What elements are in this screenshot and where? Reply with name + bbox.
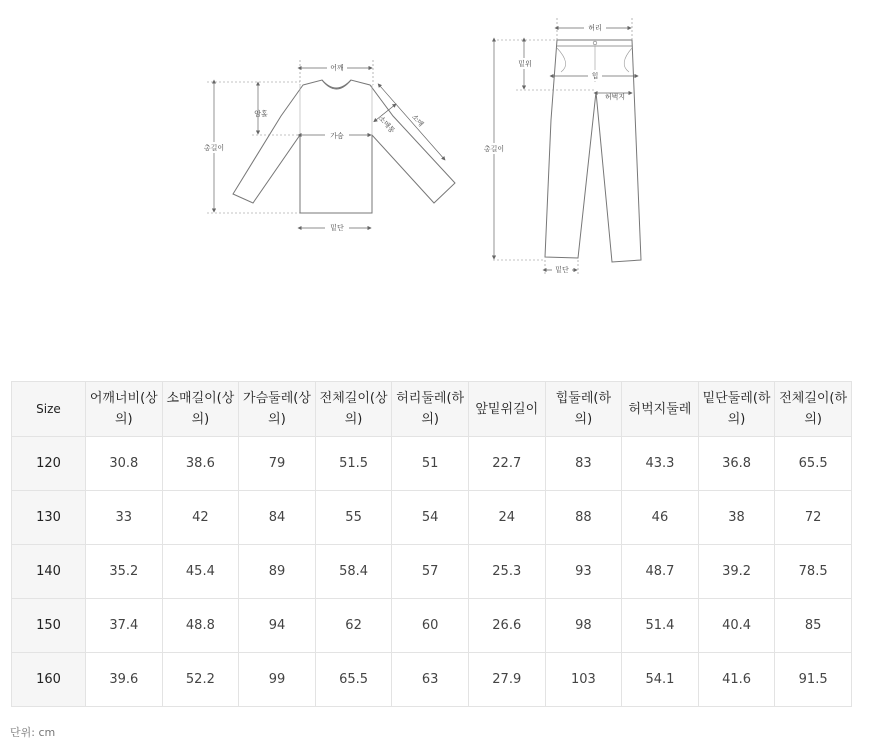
table-cell: 72 — [775, 491, 852, 545]
header-hip: 힙둘레(하의) — [545, 382, 622, 437]
table-row — [12, 491, 852, 545]
header-hem: 밑단둘레(하의) — [698, 382, 775, 437]
top-garment-drawing — [233, 80, 455, 213]
row-size: 120 — [12, 437, 86, 491]
table-cell: 93 — [545, 545, 622, 599]
top-length-label: 총길이 — [203, 144, 225, 152]
table-cell: 63 — [392, 653, 469, 707]
row-size: 130 — [12, 491, 86, 545]
table-cell: 39.2 — [698, 545, 775, 599]
table-cell: 24 — [468, 491, 545, 545]
table-cell: 48.8 — [162, 599, 239, 653]
header-chest: 가슴둘레(상의) — [239, 382, 316, 437]
table-cell: 36.8 — [698, 437, 775, 491]
table-cell: 37.4 — [86, 599, 163, 653]
header-size: Size — [12, 382, 86, 437]
table-cell: 57 — [392, 545, 469, 599]
table-cell: 103 — [545, 653, 622, 707]
table-cell: 33 — [86, 491, 163, 545]
table-cell: 58.4 — [315, 545, 392, 599]
table-row — [12, 437, 852, 491]
table-cell: 65.5 — [315, 653, 392, 707]
table-cell: 60 — [392, 599, 469, 653]
table-cell: 83 — [545, 437, 622, 491]
table-cell: 55 — [315, 491, 392, 545]
table-header-row — [12, 382, 852, 437]
table-cell: 54 — [392, 491, 469, 545]
header-top-length: 전체길이(상의) — [315, 382, 392, 437]
rise-label: 밑위 — [518, 60, 532, 68]
table-cell: 99 — [239, 653, 316, 707]
top-hem-label: 밑단 — [330, 224, 344, 232]
thigh-label: 허벅지 — [604, 93, 626, 101]
table-cell: 85 — [775, 599, 852, 653]
sleeve-opening-label: 소매통 — [376, 114, 397, 135]
header-bottom-length: 전체길이(하의) — [775, 382, 852, 437]
row-size: 150 — [12, 599, 86, 653]
table-cell: 51.5 — [315, 437, 392, 491]
size-chart-table — [11, 381, 852, 707]
size-diagrams — [0, 0, 872, 290]
table-row — [12, 599, 852, 653]
table-cell: 65.5 — [775, 437, 852, 491]
bottom-length-label: 총길이 — [483, 145, 505, 153]
table-cell: 25.3 — [468, 545, 545, 599]
table-cell: 88 — [545, 491, 622, 545]
table-cell: 98 — [545, 599, 622, 653]
shoulder-label: 어깨 — [330, 64, 344, 72]
table-cell: 22.7 — [468, 437, 545, 491]
bottom-hem-label: 밑단 — [555, 266, 569, 274]
table-cell: 39.6 — [86, 653, 163, 707]
table-cell: 84 — [239, 491, 316, 545]
table-cell: 35.2 — [86, 545, 163, 599]
table-cell: 41.6 — [698, 653, 775, 707]
sleeve-label: 소매 — [409, 112, 425, 129]
armhole-label: 암홀 — [254, 110, 268, 118]
table-cell: 46 — [622, 491, 699, 545]
table-cell: 38.6 — [162, 437, 239, 491]
table-cell: 48.7 — [622, 545, 699, 599]
table-row — [12, 545, 852, 599]
shirt-outline — [233, 80, 455, 213]
table-cell: 27.9 — [468, 653, 545, 707]
header-thigh: 허벅지둘레 — [622, 382, 699, 437]
row-size: 160 — [12, 653, 86, 707]
table-cell: 30.8 — [86, 437, 163, 491]
unit-note: 단위: cm — [10, 726, 56, 739]
header-front-rise: 앞밑위길이 — [468, 382, 545, 437]
table-row — [12, 653, 852, 707]
header-shoulder-width: 어깨너비(상의) — [86, 382, 163, 437]
header-sleeve-length: 소매길이(상의) — [162, 382, 239, 437]
chest-label: 가슴 — [330, 132, 344, 140]
row-size: 140 — [12, 545, 86, 599]
waist-label: 허리 — [588, 24, 602, 32]
table-cell: 40.4 — [698, 599, 775, 653]
table-cell: 43.3 — [622, 437, 699, 491]
table-cell: 52.2 — [162, 653, 239, 707]
header-waist: 허리둘레(하의) — [392, 382, 469, 437]
table-cell: 45.4 — [162, 545, 239, 599]
table-cell: 51 — [392, 437, 469, 491]
table-cell: 78.5 — [775, 545, 852, 599]
table-cell: 62 — [315, 599, 392, 653]
table-cell: 51.4 — [622, 599, 699, 653]
table-cell: 79 — [239, 437, 316, 491]
table-cell: 89 — [239, 545, 316, 599]
table-cell: 42 — [162, 491, 239, 545]
table-cell: 54.1 — [622, 653, 699, 707]
table-cell: 91.5 — [775, 653, 852, 707]
table-cell: 94 — [239, 599, 316, 653]
hip-label: 힙 — [591, 72, 599, 80]
table-cell: 38 — [698, 491, 775, 545]
table-cell: 26.6 — [468, 599, 545, 653]
